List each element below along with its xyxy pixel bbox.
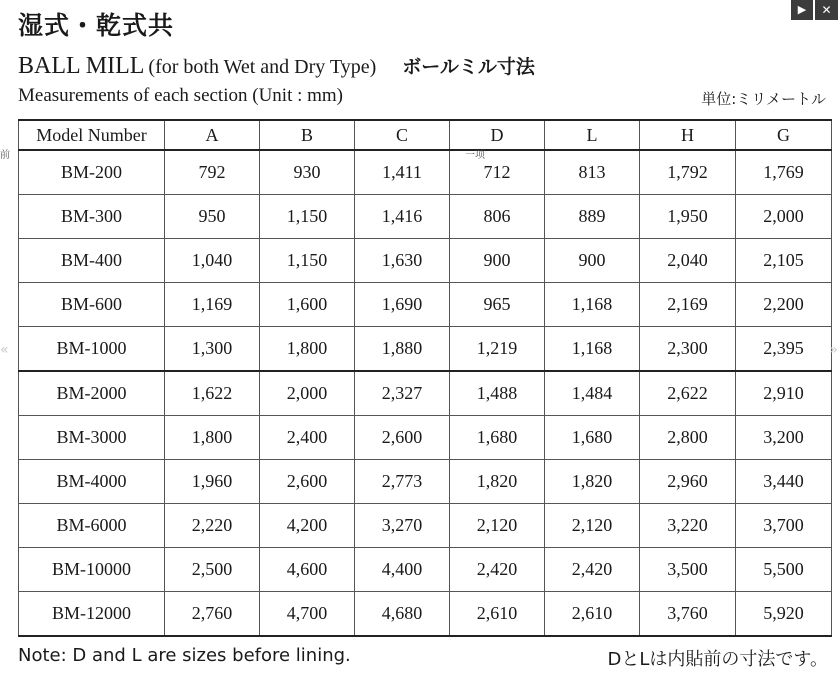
play-icon[interactable]: ▶ xyxy=(791,0,813,20)
table-cell: 2,760 xyxy=(165,592,260,637)
table-cell: 2,420 xyxy=(450,548,545,592)
ghost-label-left: 前 xyxy=(0,150,10,161)
table-cell: 4,600 xyxy=(260,548,355,592)
table-cell: BM-200 xyxy=(19,150,165,195)
subtitle-row xyxy=(18,52,535,80)
table-cell: 3,500 xyxy=(640,548,736,592)
table-header-row xyxy=(19,120,832,150)
table-cell: 3,270 xyxy=(355,504,450,548)
table-cell: 900 xyxy=(545,239,640,283)
column-header: H xyxy=(640,120,736,150)
table-row xyxy=(19,150,832,195)
table-cell: 1,150 xyxy=(260,195,355,239)
table-cell: 4,400 xyxy=(355,548,450,592)
table-cell: 3,700 xyxy=(736,504,832,548)
table-cell: 2,773 xyxy=(355,460,450,504)
table-cell: BM-10000 xyxy=(19,548,165,592)
table-cell: 3,200 xyxy=(736,416,832,460)
table-cell: 2,200 xyxy=(736,283,832,327)
table-row xyxy=(19,327,832,372)
table-cell: 2,610 xyxy=(450,592,545,637)
table-cell: 2,105 xyxy=(736,239,832,283)
table-cell: 1,168 xyxy=(545,283,640,327)
table-cell: 813 xyxy=(545,150,640,195)
table-cell: 1,769 xyxy=(736,150,832,195)
table-cell: 2,910 xyxy=(736,371,832,416)
table-cell: 2,400 xyxy=(260,416,355,460)
note-en: Note: D and L are sizes before lining. xyxy=(18,645,351,666)
table-cell: 2,169 xyxy=(640,283,736,327)
subtitle-en-paren: (for both Wet and Dry Type) xyxy=(148,56,377,78)
table-cell: 2,300 xyxy=(640,327,736,372)
table-row xyxy=(19,504,832,548)
table-cell: 1,169 xyxy=(165,283,260,327)
table-cell: 792 xyxy=(165,150,260,195)
subtitle-jp: ボールミル寸法 xyxy=(402,56,535,78)
table-cell: 2,622 xyxy=(640,371,736,416)
table-cell: 1,416 xyxy=(355,195,450,239)
table-cell: 1,150 xyxy=(260,239,355,283)
table-cell: 3,760 xyxy=(640,592,736,637)
table-cell: BM-4000 xyxy=(19,460,165,504)
table-cell: 900 xyxy=(450,239,545,283)
column-header: L xyxy=(545,120,640,150)
table-cell: 712 xyxy=(450,150,545,195)
table-cell: 2,327 xyxy=(355,371,450,416)
table-cell: 1,820 xyxy=(545,460,640,504)
measurements-caption: Measurements of each section (Unit : mm) xyxy=(18,85,344,106)
note-jp: DとLは内貼前の寸法です。 xyxy=(607,649,828,670)
unit-caption-jp: 単位:ミリメートル xyxy=(701,90,826,108)
table-cell: 1,680 xyxy=(545,416,640,460)
table-cell: 4,680 xyxy=(355,592,450,637)
column-header: C xyxy=(355,120,450,150)
table-cell: 2,420 xyxy=(545,548,640,592)
table-cell: BM-600 xyxy=(19,283,165,327)
table-cell: 1,800 xyxy=(165,416,260,460)
ghost-label-mid: 一项 xyxy=(465,150,485,161)
table-cell: 2,395 xyxy=(736,327,832,372)
dimensions-table xyxy=(18,119,832,637)
table-cell: 930 xyxy=(260,150,355,195)
subtitle-en: BALL MILL xyxy=(18,53,145,79)
table-cell: 2,610 xyxy=(545,592,640,637)
table-cell: 2,800 xyxy=(640,416,736,460)
close-icon[interactable]: ✕ xyxy=(815,0,838,20)
table-cell: 1,488 xyxy=(450,371,545,416)
table-row xyxy=(19,239,832,283)
prev-arrow-icon[interactable]: « xyxy=(0,342,9,358)
table-cell: 2,220 xyxy=(165,504,260,548)
table-row xyxy=(19,371,832,416)
table-cell: 2,120 xyxy=(450,504,545,548)
table-cell: BM-3000 xyxy=(19,416,165,460)
table-cell: 806 xyxy=(450,195,545,239)
table-cell: 1,484 xyxy=(545,371,640,416)
table-cell: 1,792 xyxy=(640,150,736,195)
table-cell: 950 xyxy=(165,195,260,239)
column-header: A xyxy=(165,120,260,150)
table-cell: 1,040 xyxy=(165,239,260,283)
table-cell: BM-400 xyxy=(19,239,165,283)
table-cell: 1,630 xyxy=(355,239,450,283)
table-cell: 2,040 xyxy=(640,239,736,283)
table-cell: 2,120 xyxy=(545,504,640,548)
column-header: G xyxy=(736,120,832,150)
table-cell: 2,000 xyxy=(260,371,355,416)
table-row xyxy=(19,548,832,592)
table-cell: 4,700 xyxy=(260,592,355,637)
table-cell: 3,440 xyxy=(736,460,832,504)
table-cell: BM-1000 xyxy=(19,327,165,372)
table-cell: 1,622 xyxy=(165,371,260,416)
table-cell: 1,600 xyxy=(260,283,355,327)
table-cell: 1,960 xyxy=(165,460,260,504)
table-cell: 1,880 xyxy=(355,327,450,372)
table-cell: BM-2000 xyxy=(19,371,165,416)
table-cell: 1,219 xyxy=(450,327,545,372)
next-arrow-icon[interactable]: » xyxy=(829,342,838,358)
table-cell: 5,500 xyxy=(736,548,832,592)
table-row xyxy=(19,460,832,504)
table-row xyxy=(19,416,832,460)
table-cell: 965 xyxy=(450,283,545,327)
table-cell: 2,000 xyxy=(736,195,832,239)
column-header: B xyxy=(260,120,355,150)
page-title-jp: 湿式・乾式共 xyxy=(18,11,175,40)
table-row xyxy=(19,283,832,327)
table-cell: 1,300 xyxy=(165,327,260,372)
table-cell: 5,920 xyxy=(736,592,832,637)
table-cell: 1,680 xyxy=(450,416,545,460)
table-cell: 1,690 xyxy=(355,283,450,327)
table-cell: 2,600 xyxy=(355,416,450,460)
table-row xyxy=(19,195,832,239)
table-cell: BM-300 xyxy=(19,195,165,239)
table-row xyxy=(19,592,832,637)
table-cell: 4,200 xyxy=(260,504,355,548)
table-cell: BM-6000 xyxy=(19,504,165,548)
table-cell: 889 xyxy=(545,195,640,239)
table-cell: 2,960 xyxy=(640,460,736,504)
table-cell: 1,168 xyxy=(545,327,640,372)
column-header: Model Number xyxy=(19,120,165,150)
table-cell: 3,220 xyxy=(640,504,736,548)
table-cell: 2,600 xyxy=(260,460,355,504)
table-cell: 1,950 xyxy=(640,195,736,239)
table-cell: 1,411 xyxy=(355,150,450,195)
table-cell: 2,500 xyxy=(165,548,260,592)
table-cell: 1,820 xyxy=(450,460,545,504)
column-header: D xyxy=(450,120,545,150)
table-cell: 1,800 xyxy=(260,327,355,372)
table-cell: BM-12000 xyxy=(19,592,165,637)
